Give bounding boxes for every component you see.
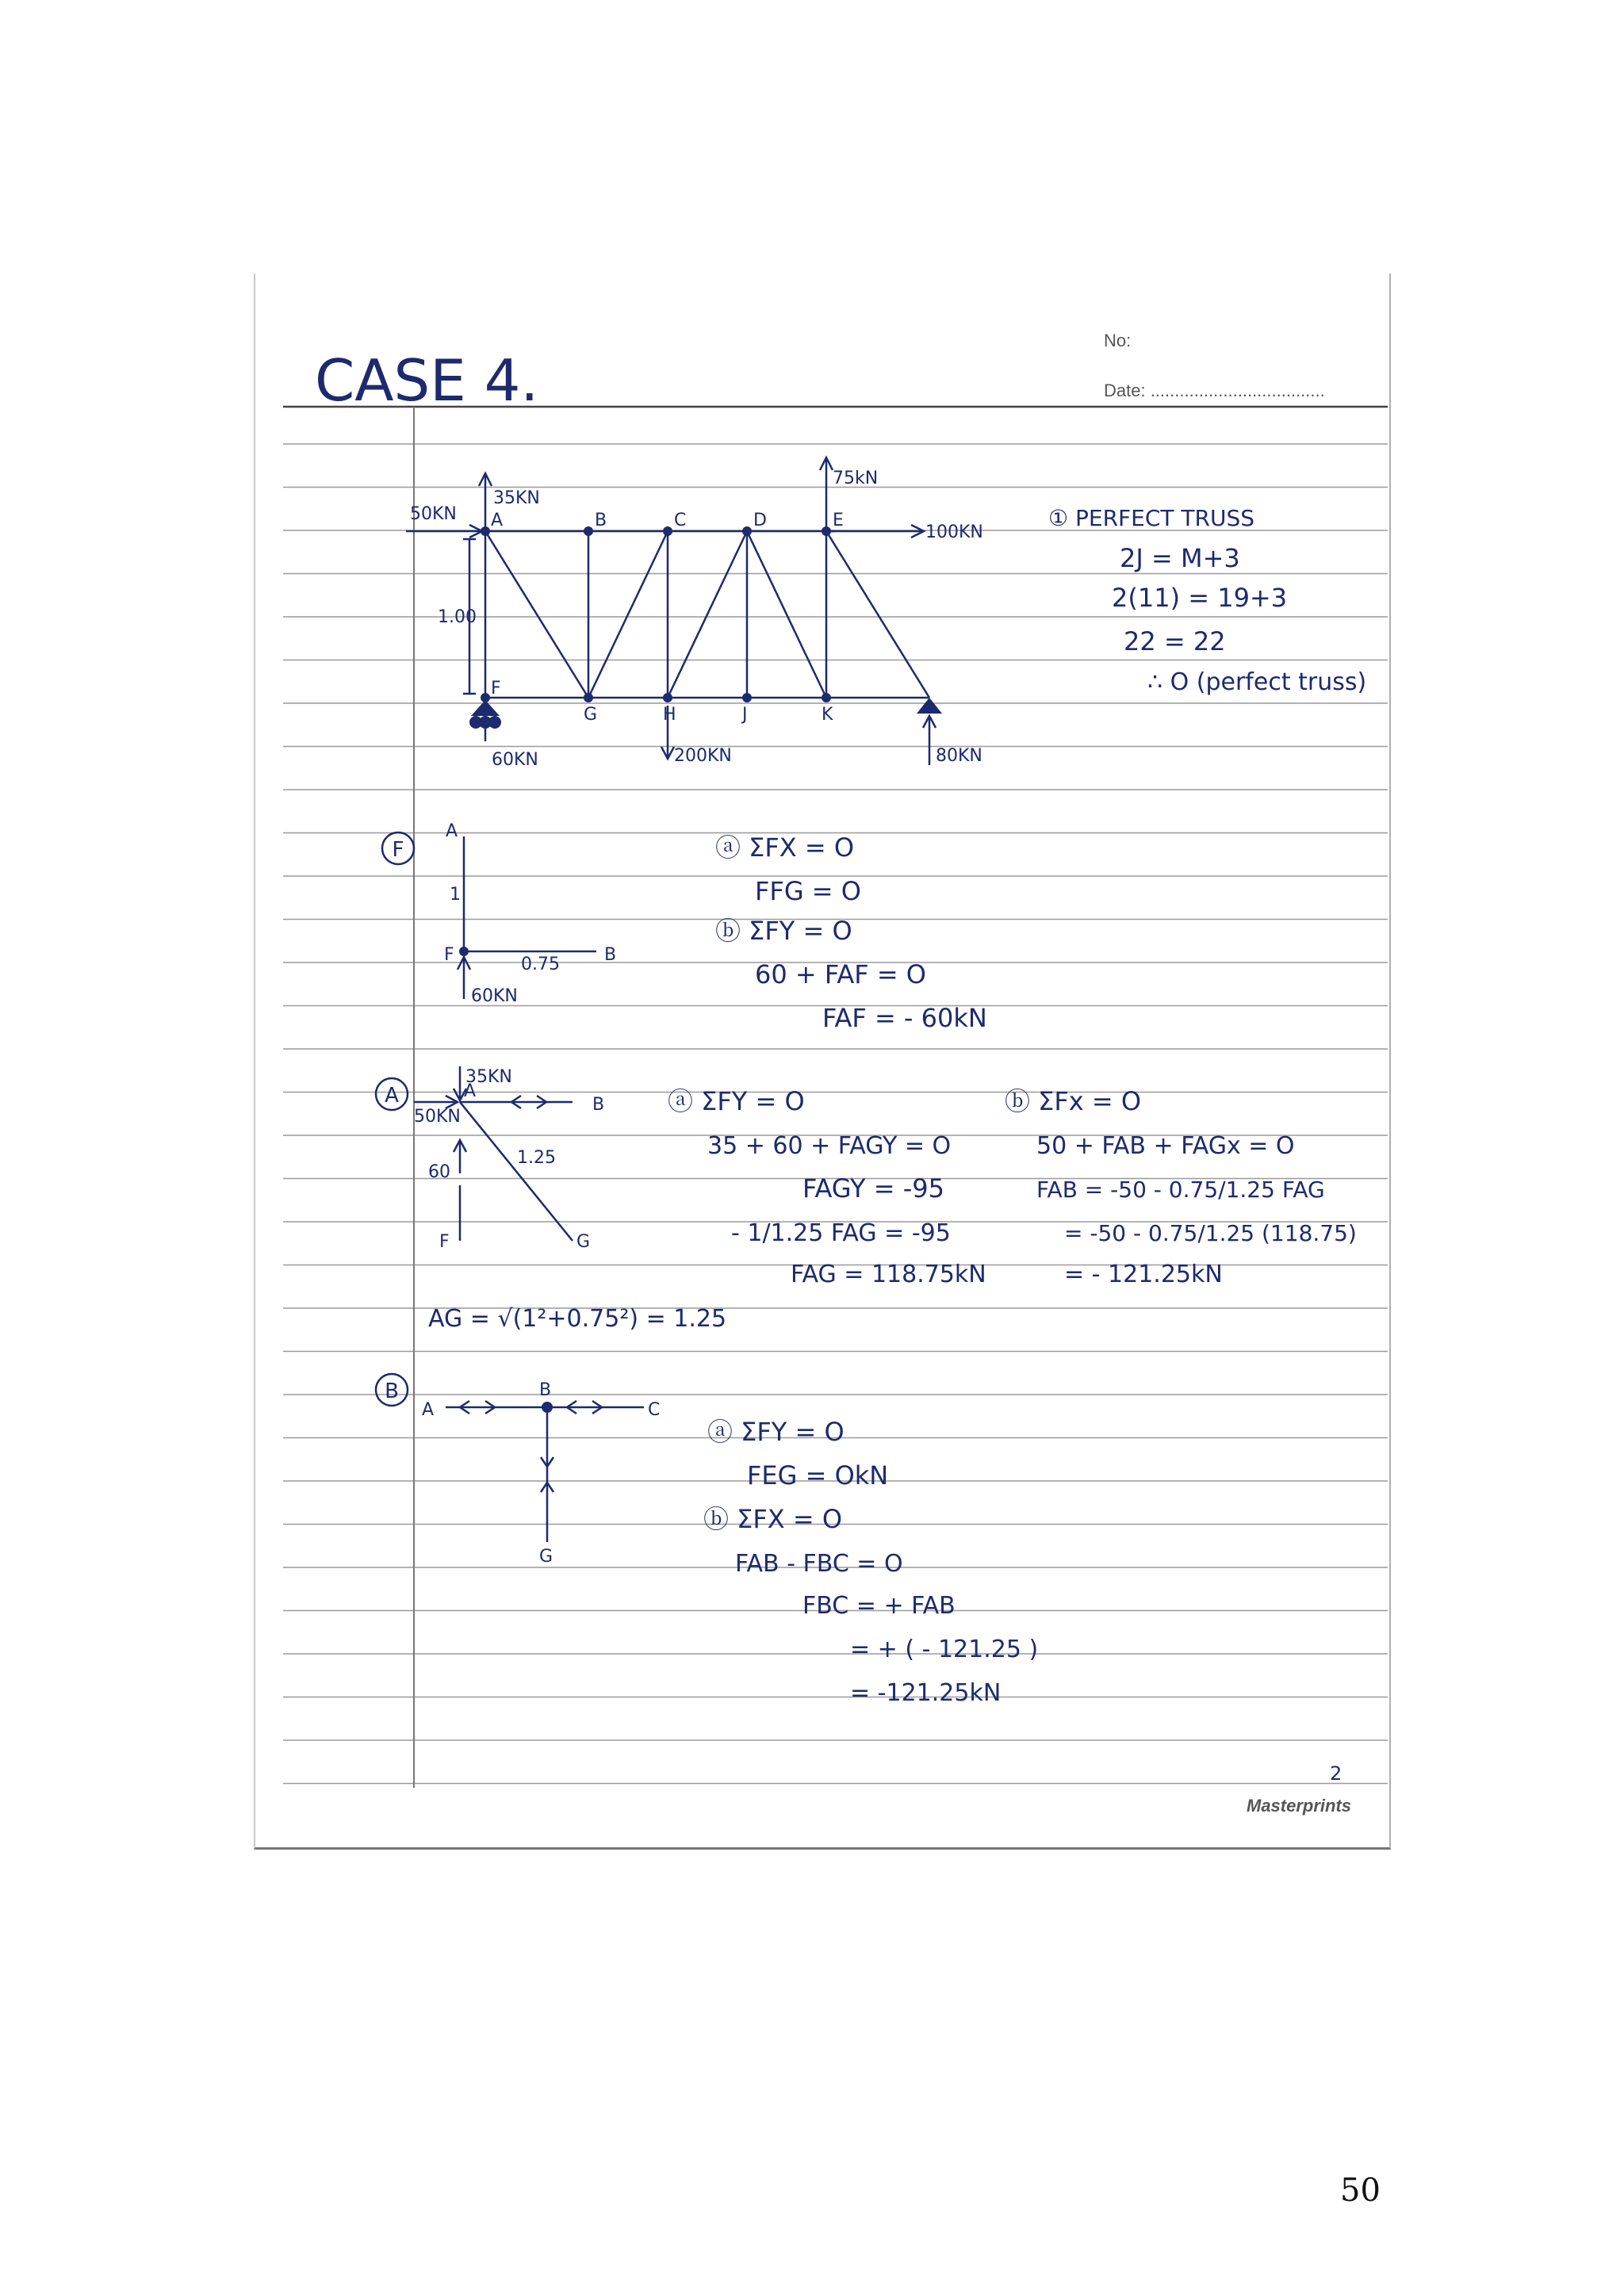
section-a-load-h: 50KN <box>414 1107 461 1127</box>
perfect-truss-line-1: 2J = M+3 <box>1120 543 1240 573</box>
truss-height: 1.00 <box>438 607 477 627</box>
node-label-k: K <box>822 705 833 725</box>
pin-support-icon <box>469 700 501 729</box>
node-label-g: G <box>584 705 598 725</box>
node-label-f: F <box>491 679 501 698</box>
truss-nodes <box>481 526 831 702</box>
section-b-line-4: FAB - FBC = O <box>735 1550 903 1578</box>
section-a-right-1: ⓑ ΣFx = O <box>1005 1086 1142 1116</box>
section-f-diagram <box>458 836 596 999</box>
no-label: No: <box>1104 331 1132 350</box>
section-f-line-2: FFG = O <box>755 876 861 906</box>
section-a-sixty: 60 <box>428 1162 450 1182</box>
section-f-line-4: 60 + FAF = O <box>755 959 926 989</box>
section-a-right-3: FAB = -50 - 0.75/1.25 FAG <box>1036 1177 1325 1203</box>
node-label-b: B <box>595 511 607 530</box>
section-b-line-2: FEG = OkN <box>747 1460 889 1490</box>
section-f-node <box>459 947 469 956</box>
section-f-reaction: 60KN <box>471 986 518 1006</box>
section-a-ag: AG = √(1²+0.75²) = 1.25 <box>428 1305 727 1333</box>
load-a-horizontal: 50KN <box>410 504 457 524</box>
section-b-a: A <box>422 1400 435 1420</box>
sheet-page-number: 2 <box>1330 1762 1342 1785</box>
node-label-j: J <box>742 705 748 725</box>
section-b-g: G <box>539 1547 553 1567</box>
section-a-b: B <box>592 1095 605 1115</box>
notebook-page <box>254 274 1391 1850</box>
section-f-line-5: FAF = - 60kN <box>822 1003 987 1033</box>
section-a-right-4: = -50 - 0.75/1.25 (118.75) <box>1064 1220 1357 1246</box>
section-f-dim: 0.75 <box>521 955 560 974</box>
section-a-right-2: 50 + FAB + FAGx = O <box>1036 1132 1295 1160</box>
section-a-right-5: = - 121.25kN <box>1064 1261 1223 1288</box>
section-a-len: 1.25 <box>517 1148 556 1168</box>
section-f-a: A <box>446 821 458 841</box>
section-a-left-1: ⓐ ΣFY = O <box>668 1086 805 1116</box>
section-f-b: B <box>604 945 617 965</box>
node-label-e: E <box>833 511 844 530</box>
section-f-f: F <box>444 945 454 965</box>
load-a-vertical: 35KN <box>493 488 540 508</box>
case-title: CASE 4. <box>315 347 539 414</box>
perfect-truss-title: ① PERFECT TRUSS <box>1048 505 1254 531</box>
section-b-line-6: = + ( - 121.25 ) <box>850 1636 1039 1663</box>
load-h: 200KN <box>674 746 732 766</box>
section-f-label: F <box>392 838 404 862</box>
section-a-left-3: FAGY = -95 <box>802 1173 944 1203</box>
load-e-vertical: 75kN <box>833 469 879 488</box>
section-f-line-3: ⓑ ΣFY = O <box>715 916 852 946</box>
section-b-line-3: ⓑ ΣFX = O <box>703 1504 843 1534</box>
section-a-g: G <box>576 1232 591 1252</box>
section-f-line-1: ⓐ ΣFX = O <box>715 832 855 863</box>
reaction-f: 60KN <box>492 750 538 770</box>
notebook-svg <box>255 274 1389 1847</box>
section-a-load-v: 35KN <box>465 1067 512 1087</box>
section-a-left-2: 35 + 60 + FAGY = O <box>707 1132 952 1160</box>
section-a-label: A <box>385 1084 399 1108</box>
reaction-right: 80KN <box>936 746 982 766</box>
node-label-c: C <box>674 511 687 530</box>
node-label-h: H <box>663 705 676 725</box>
node-label-d: D <box>753 511 767 530</box>
section-b-c: C <box>648 1400 661 1420</box>
section-b-label: B <box>385 1380 399 1403</box>
load-e-horizontal: 100KN <box>925 522 983 542</box>
section-a-left-4: - 1/1.25 FAG = -95 <box>731 1219 951 1247</box>
section-b-diagram <box>446 1401 644 1542</box>
section-b-line-7: = -121.25kN <box>850 1679 1002 1707</box>
section-b-node <box>542 1402 553 1413</box>
section-a-a: A <box>464 1081 477 1101</box>
page-number: 50 <box>1340 2172 1381 2209</box>
section-b-b: B <box>539 1380 552 1400</box>
perfect-truss-line-2: 2(11) = 19+3 <box>1112 583 1288 613</box>
section-b-line-1: ⓐ ΣFY = O <box>707 1417 845 1447</box>
perfect-truss-line-3: 22 = 22 <box>1124 626 1226 656</box>
section-a-left-5: FAG = 118.75kN <box>791 1261 986 1288</box>
section-f-one: 1 <box>450 885 461 905</box>
section-b-line-5: FBC = + FAB <box>802 1592 956 1620</box>
node-label-a: A <box>491 511 504 530</box>
section-a-f: F <box>439 1232 450 1252</box>
brand-logo: Masterprints <box>1247 1796 1352 1816</box>
roller-support-icon <box>917 698 942 714</box>
perfect-truss-line-4: ∴ O (perfect truss) <box>1147 668 1367 696</box>
date-label: Date: .................................... <box>1104 381 1325 400</box>
